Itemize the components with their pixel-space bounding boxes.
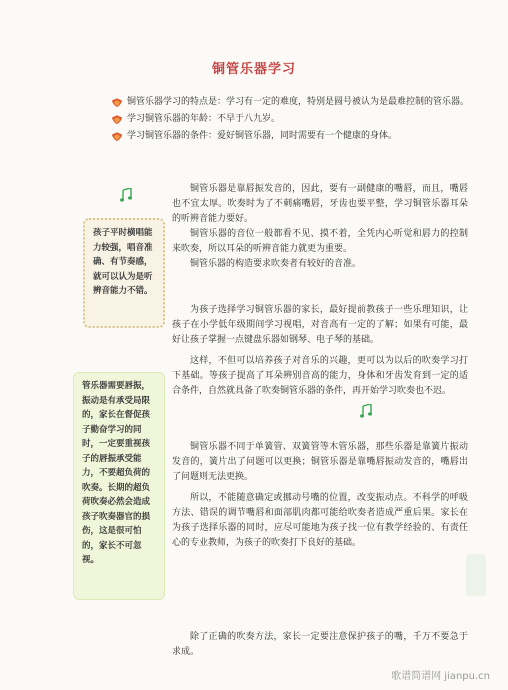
paragraph: 为孩子选择学习铜管乐器的家长，最好提前教孩子一些乐理知识，让孩子在小学低年级期间学习视唱，对音高有一定的了解；如果有可能，最好让孩子掌握一点键盘乐器如钢琴、电子琴的基础。 <box>172 305 468 345</box>
corner-decoration <box>466 554 486 596</box>
paragraph: 所以，不能随意确定或挪动号嘴的位置，改变振动点。不科学的呼吸方法、错误的调节嘴唇和面部肌肉都可能给吹奏者造成严重后果。家长在为孩子选择乐器的同时，应尽可能地为孩子找一位有教学经验的、有责任心的专业教师，为孩子的吹奏打下良好的基础。 <box>172 493 468 548</box>
body-section-3 <box>172 440 468 551</box>
paragraph: 这样，不但可以培养孩子对音乐的兴趣，更可以为以后的吹奏学习打下基础。等孩子提高了耳朵辨别音高的能力，身体和牙齿发育到一定的适合条件，自然就具备了吹奏铜管乐器的条件，再开始学习吹奏也不迟。 <box>172 356 468 396</box>
flower-icon <box>112 132 122 141</box>
paragraph: 铜管乐器的构造要求吹奏者有较好的音准。 <box>190 259 362 269</box>
paragraph: 铜管乐器是靠唇振发音的，因此，要有一副健康的嘴唇，而且，嘴唇也不宜太厚。吹奏时为了不刺痛嘴唇，牙齿也要平整，学习铜管乐器耳朵的听辨音能力要好。 <box>172 184 468 224</box>
paragraph: 铜管乐器不同于单簧管、双簧管等木管乐器，那些乐器是靠簧片振动发音的，簧片出了问题可以更换；铜管乐器是靠嘴唇振动发音的，嘴唇出了问题则无法更换。 <box>172 442 468 482</box>
body-section-1 <box>172 182 468 272</box>
side-note-lip-load: 管乐器需要唇振，振动是有承受局限的，家长在督促孩子勤奋学习的同时，一定要重视孩子的唇振承受能力，不要超负荷的吹奏。长期的超负荷吹奏必然会造成孩子吹奏器官的损伤，这是很可怕的，家长不可忽视。 <box>73 372 165 600</box>
flower-icon <box>112 115 122 124</box>
bullet-item <box>112 112 482 127</box>
body-section-4 <box>172 630 468 660</box>
paragraph: 铜管乐器的音位一般都看不见、摸不着，全凭内心听觉和唇力的控制来吹奏，所以耳朵的听辨音能力就更为重要。 <box>172 229 468 254</box>
music-note-icon <box>120 188 132 202</box>
page-title: 铜管乐器学习 <box>211 62 296 77</box>
bullet-text: 铜管乐器学习的特点是：学习有一定的难度，特别是圆号被认为是最难控制的管乐器。 <box>127 97 470 107</box>
bullet-item <box>112 129 482 144</box>
side-note-listening: 孩子平时横唱能力较强，唱音准确、有节奏感，就可以认为是听辨音能力不错。 <box>83 218 165 328</box>
body-section-2 <box>172 303 468 399</box>
music-note-icon <box>360 404 372 418</box>
bullet-list <box>112 95 482 146</box>
bullet-text: 学习铜管乐器的条件：爱好铜管乐器，同时需要有一个健康的身体。 <box>127 131 398 141</box>
flower-icon <box>112 98 122 107</box>
bullet-text: 学习铜管乐器的年龄：不早于八九岁。 <box>127 114 281 124</box>
bullet-item <box>112 95 482 110</box>
site-watermark: 歌谱简谱网 jianpu.cn <box>391 671 490 682</box>
paragraph: 除了正确的吹奏方法，家长一定要注意保护孩子的嘴，千万不要急于求成。 <box>172 632 468 657</box>
